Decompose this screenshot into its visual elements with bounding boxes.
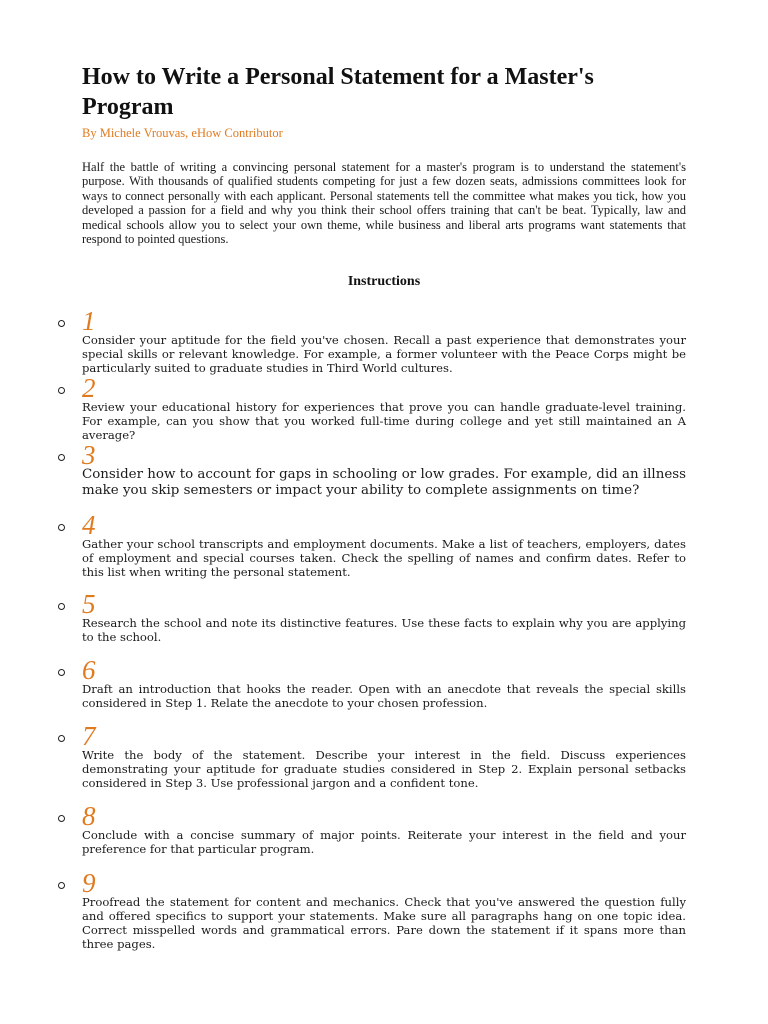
step-number: 5	[82, 589, 96, 620]
step-4	[82, 510, 686, 589]
bullet-icon	[58, 320, 65, 327]
step-text: Research the school and note its distinctive features. Use these facts to explain why you are applying to the school.	[82, 616, 686, 645]
step-3	[82, 440, 686, 510]
step-2	[82, 373, 686, 443]
step-number: 2	[82, 373, 96, 404]
step-text: Proofread the statement for content and mechanics. Check that you've answered the question fully and offered specifics to support your statements. Make sure all paragraphs hang on one topic idea. Correct misspelled words and grammatical errors. Pare down the statement if it spans more than three pages.	[82, 895, 686, 952]
step-number: 8	[82, 801, 96, 832]
bullet-icon	[58, 815, 65, 822]
step-text: Conclude with a concise summary of major points. Reiterate your interest in the field and your preference for that particular program.	[82, 828, 686, 857]
step-text: Review your educational history for experiences that prove you can handle graduate-level training. For example, can you show that you worked full-time during college and yet still maintained an A average?	[82, 400, 686, 443]
step-text: Consider your aptitude for the field you've chosen. Recall a past experience that demonstrates your special skills or relevant knowledge. For example, a former volunteer with the Peace Corps might be particularly suited to graduate studies in Third World cultures.	[82, 333, 686, 376]
article-title: How to Write a Personal Statement for a Master's Program	[82, 64, 594, 120]
bullet-icon	[58, 735, 65, 742]
byline[interactable]: By Michele Vrouvas, eHow Contributor	[82, 126, 283, 140]
step-7	[82, 721, 686, 801]
step-number: 9	[82, 868, 96, 899]
step-1	[82, 306, 686, 376]
article	[82, 62, 686, 952]
bullet-icon	[58, 387, 65, 394]
instructions-heading: Instructions	[347, 274, 421, 290]
step-number: 3	[82, 440, 96, 471]
bullet-icon	[58, 524, 65, 531]
step-9	[82, 868, 686, 952]
bullet-icon	[58, 603, 65, 610]
bullet-icon	[58, 882, 65, 889]
step-number: 6	[82, 655, 96, 686]
step-8	[82, 801, 686, 868]
step-number: 4	[82, 510, 96, 541]
step-text: Gather your school transcripts and employment documents. Make a list of teachers, employers, dates of employment and special courses taken. Check the spelling of names and confirm dates. Refer to this list when writing the personal statement.	[82, 537, 686, 580]
step-text: Draft an introduction that hooks the reader. Open with an anecdote that reveals the special skills considered in Step 1. Relate the anecdote to your chosen profession.	[82, 682, 686, 711]
instruction-steps	[82, 306, 686, 952]
step-number: 7	[82, 721, 96, 752]
step-5	[82, 589, 686, 655]
step-text: Consider how to account for gaps in schooling or low grades. For example, did an illness make you skip semesters or impact your ability to complete assignments on time?	[82, 467, 686, 499]
step-number: 1	[82, 306, 96, 337]
step-6	[82, 655, 686, 721]
step-text: Write the body of the statement. Describe your interest in the field. Discuss experiences demonstrating your aptitude for graduate studies considered in Step 2. Explain personal setbacks considered in Step 3. Use professional jargon and a confident tone.	[82, 748, 686, 791]
bullet-icon	[58, 669, 65, 676]
intro-paragraph: Half the battle of writing a convincing personal statement for a master's program is to understand the statement's purpose. With thousands of qualified students competing for just a few dozen seats, admissions committees look for ways to connect personally with each applicant. Personal statements tell the committee what makes you tick, how you developed a passion for a field and why you think their school offers training that can't be beat. Typically, law and medical schools allow you to select your own theme, while business and liberal arts programs want statements that respond to pointed questions.	[82, 160, 686, 247]
bullet-icon	[58, 454, 65, 461]
